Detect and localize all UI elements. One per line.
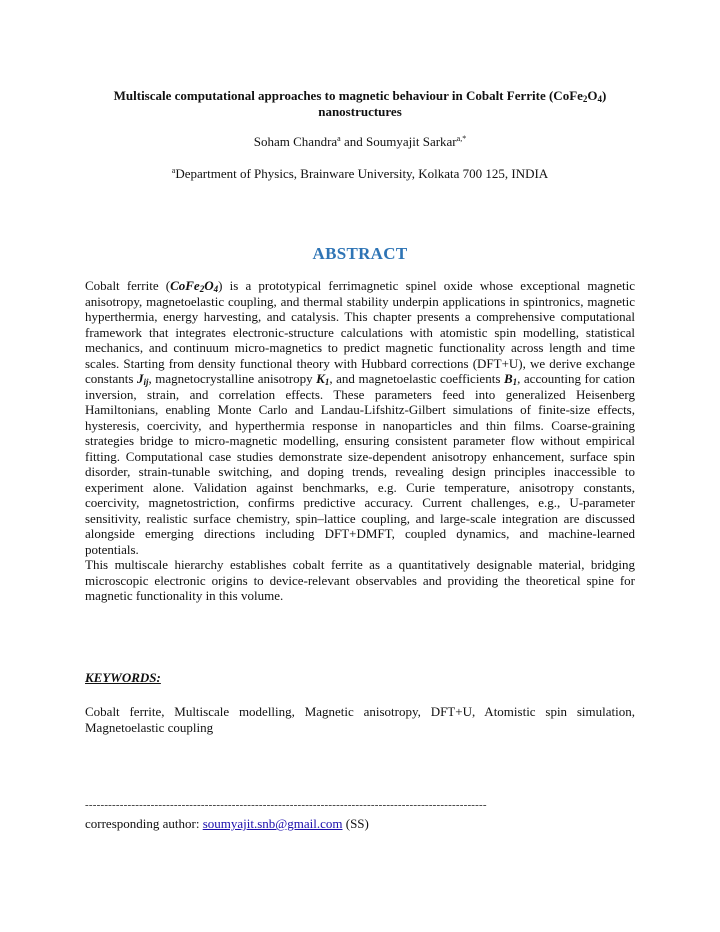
title-line-2: nanostructures <box>318 104 402 119</box>
title-text: Multiscale computational approaches to magnetic behaviour in Cobalt Ferrite (CoFe <box>113 88 583 103</box>
author-name: Soham Chandra <box>253 134 338 149</box>
abstract-text: Cobalt ferrite ( <box>85 278 171 293</box>
symbol-anisotropy: K <box>316 371 325 386</box>
affiliation <box>60 166 660 182</box>
abstract-text: , accounting for cation inversion, strain, and correlation effects. These parameters feed into generalized Heisenberg Hamiltonians, enabling Monte Carlo and Landau-Lifshitz-Gilbert simulations of finite-size effects, hysteresis, coercivity, and hyperthermia response in nanoparticles and thin films. Coarse-graining strategies bridge to micro-magnetic modelling, ensuring consistent parameter flow without empirical fitting. Computational case studies demonstrate size-dependent anisotropy enhancement, surface spin disorder, strain-tunable switching, and doping trends, revealing design principles inaccessible to experiment alone. Validation against benchmarks, e.g. Curie temperature, anisotropy constants, coercivity, magnetostriction, confirms predictive accuracy. Current challenges, e.g., U-parameter sensitivity, realistic surface chemistry, spin–lattice coupling, and large-scale integration are discussed alongside emerging directions including DFT+DMFT, coupled dynamics, and machine-learned potentials. <box>85 371 635 557</box>
corresponding-initials: (SS) <box>342 816 369 831</box>
abstract-heading: ABSTRACT <box>312 244 408 263</box>
abstract-paragraph-1 <box>85 278 635 557</box>
footnote-divider: -------------------------------------------------------------------------------------------------------- <box>85 799 487 811</box>
email-link[interactable]: soumyajit.snb@gmail.com <box>202 816 343 831</box>
formula: O <box>204 278 214 293</box>
abstract-paragraph-2: This multiscale hierarchy establishes cobalt ferrite as a quantitatively designable material, bridging microscopic electronic origins to device-relevant observables and providing the theoretical spine for magnetic functionality in this volume. <box>85 557 635 603</box>
affiliation-mark: a <box>171 166 176 175</box>
author-conjunction: and <box>340 134 367 149</box>
author-affil-mark: a <box>337 134 341 143</box>
author-list <box>60 134 660 150</box>
symbol-exchange-constant: J <box>136 371 144 386</box>
formula: CoFe <box>170 278 200 293</box>
corresponding-label: corresponding author: <box>85 816 203 831</box>
keywords-heading: KEYWORDS: <box>85 670 161 685</box>
corresponding-author <box>85 816 369 832</box>
abstract-text: , magnetocrystalline anisotropy <box>148 371 317 386</box>
formula-subscript: 4 <box>213 284 219 294</box>
keywords-list: Cobalt ferrite, Multiscale modelling, Magnetic anisotropy, DFT+U, Atomistic spin simulation, Magnetoelastic coupling <box>85 704 635 735</box>
symbol-magnetoelastic: B <box>503 371 513 386</box>
author-name: Soumyajit Sarkar <box>366 134 457 149</box>
affiliation-text: Department of Physics, Brainware University, Kolkata 700 125, INDIA <box>175 166 549 181</box>
paper-title <box>60 88 660 120</box>
title-subscript: 2 <box>582 94 588 104</box>
title-text: O <box>587 88 598 103</box>
abstract-body <box>85 278 635 604</box>
symbol-subscript: ij <box>143 377 149 387</box>
formula-subscript: 2 <box>199 284 205 294</box>
author-affil-mark: a,* <box>456 134 467 143</box>
symbol-subscript: 1 <box>324 377 330 387</box>
abstract-text: ) is a prototypical ferrimagnetic spinel oxide whose exceptional magnetic anisotropy, magnetoelastic coupling, and thermal stability underpin applications in spintronics, magnetic hyperthermia, energy harvesting, and catalysis. This chapter presents a comprehensive computational framework that integrates electronic-structure calculations with atomistic spin modelling, statistical mechanics, and continuum micro-magnetics to predict magnetic functionality across length and time scales. Starting from density functional theory with Hubbard corrections (DFT+U), we derive exchange constants <box>85 278 635 386</box>
title-subscript: 4 <box>597 94 603 104</box>
abstract-text: , and magnetoelastic coefficients <box>329 371 504 386</box>
title-text: ) <box>602 88 607 103</box>
symbol-subscript: 1 <box>512 377 518 387</box>
